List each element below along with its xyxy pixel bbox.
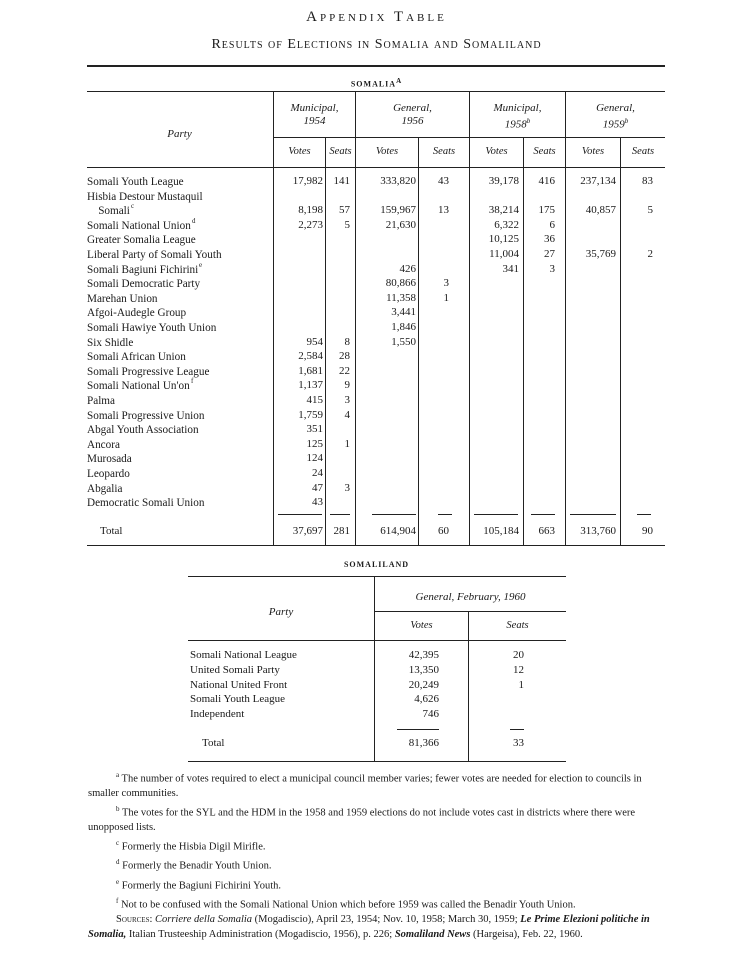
vote-cell: 6,322	[494, 218, 519, 231]
somaliland-bottom-rule	[188, 761, 566, 762]
seats-header: Seats	[432, 146, 456, 157]
party-name: Palma	[87, 395, 115, 407]
sum-line	[637, 514, 651, 515]
party-column-header: Party	[167, 128, 192, 140]
election-header-municipal-1954: Municipal, 1954	[290, 102, 339, 127]
party-name: Somali National Union	[87, 219, 191, 232]
vote-cell: 28	[339, 350, 350, 363]
party-name: Somali Bagiuni Fichirini	[87, 263, 199, 276]
somalia-bottom-rule	[87, 545, 665, 546]
column-divider	[418, 138, 419, 545]
somaliland-party-name: Independent	[190, 708, 245, 721]
footnote-mark: c	[131, 202, 135, 211]
vote-cell: 3	[443, 277, 449, 290]
somaliland-total-votes: 81,366	[408, 737, 439, 749]
vote-cell: 159,967	[380, 204, 416, 217]
footnote-c: $^c$ Formerly the Hisbia Digil Mirifle.	[116, 839, 266, 853]
vote-cell: 6	[549, 218, 555, 231]
election-header-municipal-1958: Municipal, 1958$^b$	[493, 102, 542, 131]
vote-cell: 5	[344, 218, 350, 231]
column-divider	[374, 577, 375, 762]
vote-cell: 11,004	[489, 248, 519, 260]
votes-header: Votes	[581, 146, 605, 157]
somaliland-election-header: General, February, 1960	[415, 591, 526, 603]
vote-cell: 1	[443, 291, 449, 304]
column-divider	[325, 138, 326, 545]
election-header-general-1959: General, 1959$^b$	[596, 102, 635, 131]
top-rule	[87, 65, 665, 67]
vote-cell: 954	[306, 335, 323, 348]
vote-cell: 8	[344, 335, 350, 348]
election-header-general-1956: General, 1956	[393, 102, 432, 127]
party-name: Democratic Somali Union	[87, 497, 205, 510]
total-value: 90	[642, 525, 653, 537]
somaliland-votes: 746	[422, 708, 439, 721]
vote-cell: 1,846	[391, 321, 416, 333]
vote-cell: 125	[306, 437, 323, 450]
vote-cell: 43	[438, 175, 449, 187]
seats-header: Seats	[533, 146, 556, 157]
somaliland-votes: 42,395	[408, 649, 439, 661]
somaliland-seats: 12	[513, 663, 524, 676]
somaliland-seats: 20	[513, 649, 524, 661]
party-name: Somali Progressive Union	[87, 409, 205, 422]
vote-cell: 47	[312, 481, 323, 494]
footnote-e: $^e$ Formerly the Bagiuni Fichirini Youth.	[116, 877, 281, 892]
somaliland-party-name: United Somali Party	[190, 663, 280, 676]
seats-header: Seats	[631, 146, 655, 157]
party-name: Marehan Union	[87, 292, 158, 305]
vote-cell: 3	[344, 394, 350, 406]
somaliland-party-name: National United Front	[190, 678, 288, 691]
somalia-section-label: $SOMALIA^A$	[350, 77, 403, 89]
sum-line	[474, 514, 518, 515]
party-name: Leopardo	[87, 468, 130, 480]
total-value: 313,760	[580, 525, 616, 537]
party-name: Somali Democratic Party	[87, 278, 201, 291]
party-name: Somali National Un'on	[87, 380, 190, 393]
vote-cell: 1,550	[391, 335, 416, 348]
column-divider	[523, 138, 524, 545]
total-value: 663	[538, 525, 555, 537]
vote-cell: 124	[306, 452, 323, 465]
vote-cell: 8,198	[298, 204, 323, 217]
vote-cell: 27	[544, 248, 555, 260]
sum-line	[278, 514, 322, 515]
footnotes	[88, 768, 668, 943]
vote-cell: 416	[538, 175, 555, 187]
total-value: 60	[438, 525, 449, 537]
vote-cell: 11,358	[386, 291, 416, 304]
column-divider	[565, 92, 566, 545]
party-name: Liberal Party of Somali Youth	[87, 249, 222, 261]
footnote-mark: e	[199, 260, 203, 269]
column-divider	[468, 612, 469, 762]
somaliland-total-label: Total	[202, 737, 225, 749]
sum-line	[372, 514, 416, 515]
vote-cell: 22	[339, 364, 350, 377]
sum-line	[531, 514, 555, 515]
party-name: Six Shidle	[87, 336, 134, 349]
vote-cell: 1,681	[298, 364, 323, 377]
vote-cell: 2,273	[298, 218, 323, 231]
vote-cell: 1,137	[298, 379, 323, 392]
vote-cell: 13	[438, 204, 449, 217]
party-name: Somali African Union	[87, 351, 186, 364]
column-divider	[620, 138, 621, 545]
vote-cell: 175	[538, 204, 555, 217]
vote-cell: 141	[333, 175, 350, 187]
sum-line	[397, 729, 439, 730]
seats-header: Seats	[329, 146, 352, 157]
vote-cell: 2,584	[298, 350, 323, 363]
vote-cell: 21,630	[385, 218, 416, 231]
vote-cell: 237,134	[580, 175, 616, 187]
vote-cell: 333,820	[380, 175, 416, 187]
vote-cell: 80,866	[385, 277, 416, 290]
vote-cell: 39,178	[488, 175, 519, 187]
party-name: Ancora	[87, 438, 120, 451]
vote-cell: 4	[344, 408, 350, 421]
vote-cell: 36	[544, 233, 555, 246]
vote-cell: 415	[306, 394, 323, 406]
somaliland-party-header: Party	[268, 606, 294, 618]
footnote-d: $^d$ Formerly the Benadir Youth Union.	[116, 858, 272, 872]
votes-header: Votes	[288, 146, 311, 157]
vote-cell: 9	[344, 379, 350, 392]
total-value: 614,904	[380, 525, 416, 537]
footnote-a: $^a$ The number of votes required to elect a municipal council member varies; fewer votes are needed for election to councils in smaller communities.	[88, 771, 642, 800]
vote-cell: 341	[502, 262, 519, 275]
somaliland-total-seats: 33	[513, 737, 524, 749]
votes-header: Votes	[485, 146, 508, 157]
footnote-mark: f	[191, 377, 194, 386]
column-divider	[469, 92, 470, 545]
somaliland-party-name: Somali Youth League	[190, 693, 286, 706]
footnote-f: $^f$ Not to be confused with the Somali National Union which before 1959 was called the Benadir Youth Union.	[116, 897, 576, 911]
somaliland-top-rule	[188, 576, 566, 577]
somaliland-party-name: Somali National League	[190, 649, 297, 661]
party-name: Somali Progressive League	[87, 365, 210, 378]
vote-cell: 5	[647, 204, 653, 217]
sum-line	[570, 514, 616, 515]
sum-line	[438, 514, 452, 515]
party-name: Somali	[87, 205, 130, 218]
somaliland-section-label: SOMALILAND	[343, 560, 410, 569]
vote-cell: 1,759	[298, 408, 323, 421]
seats-header: Seats	[506, 620, 529, 631]
sources: Sources: Corriere della Somalia (Mogadiscio), April 23, 1954; Nov. 10, 1958; March 30, 1959; Le Prime Elezioni politiche in Somalia, Italian Trusteeship Administration (Mogadiscio, 1956), p. 226; Somaliland News (Hargeisa), Feb. 22, 1960.	[88, 914, 650, 941]
somaliland-votes: 13,350	[408, 663, 439, 676]
vote-cell: 83	[642, 175, 653, 187]
party-name: Somali Youth League	[87, 176, 184, 188]
somaliland-seats: 1	[518, 678, 524, 691]
party-name: Murosada	[87, 453, 132, 466]
footnote-b: $^b$ The votes for the SYL and the HDM in the 1958 and 1959 elections do not include votes cast in districts where there were unopposed lists.	[88, 805, 636, 834]
vote-cell: 426	[399, 262, 416, 275]
vote-cell: 3	[344, 481, 350, 494]
vote-cell: 43	[312, 496, 323, 509]
vote-cell: 1	[344, 437, 350, 450]
column-header-rule	[87, 167, 665, 168]
vote-cell: 38,214	[488, 204, 519, 217]
total-value: 105,184	[483, 525, 519, 537]
somaliland-votes: 4,626	[414, 693, 439, 706]
vote-cell: 57	[339, 204, 350, 217]
table-title: Results of Elections in Somalia and Somaliland	[211, 37, 542, 52]
vote-cell: 40,857	[585, 204, 616, 217]
election-header-underline	[374, 611, 566, 612]
somalia-header-rule	[87, 91, 665, 92]
vote-cell: 3,441	[391, 306, 416, 319]
party-name: Greater Somalia League	[87, 234, 196, 247]
footnote-mark: d	[192, 216, 196, 225]
party-name: Somali Hawiye Youth Union	[87, 322, 217, 334]
party-name: Abgal Youth Association	[87, 424, 199, 437]
vote-cell: 10,125	[488, 233, 519, 246]
vote-cell: 35,769	[585, 248, 616, 260]
party-name: Abgalia	[87, 482, 123, 495]
column-divider	[355, 92, 356, 545]
party-name: Hisbia Destour Mustaquil	[87, 190, 203, 203]
sum-line	[330, 514, 350, 515]
total-value: 37,697	[292, 525, 323, 537]
party-name: Afgoi-Audegle Group	[87, 307, 187, 320]
sum-line	[510, 729, 524, 730]
somaliland-votes: 20,249	[408, 678, 439, 691]
vote-cell: 17,982	[292, 175, 323, 187]
total-label: Total	[100, 525, 123, 537]
votes-header: Votes	[410, 620, 433, 631]
column-divider	[273, 92, 274, 545]
vote-cell: 351	[306, 423, 323, 436]
vote-cell: 3	[549, 262, 555, 275]
total-value: 281	[333, 525, 350, 537]
votes-header: Votes	[375, 146, 399, 157]
vote-cell: 24	[312, 467, 323, 479]
column-header-rule	[188, 640, 566, 641]
appendix-title: Appendix Table	[306, 9, 447, 25]
vote-cell: 2	[647, 248, 653, 260]
election-header-underline	[273, 137, 665, 138]
